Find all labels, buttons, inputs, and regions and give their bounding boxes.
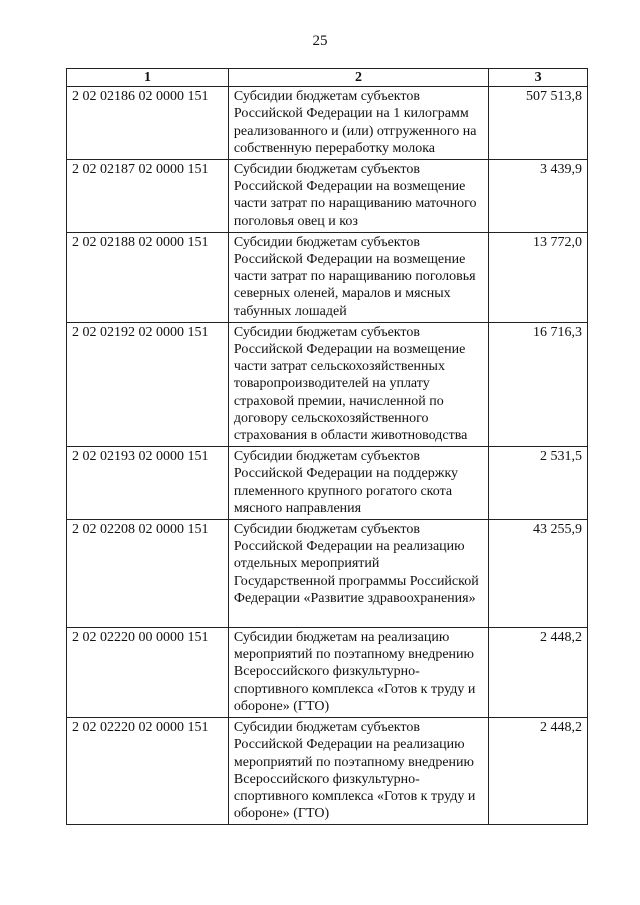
row-code: 2 02 02186 02 0000 151 xyxy=(67,87,229,160)
row-description: Субсидии бюджетам субъектов Российской Федерации на возмещение части затрат по наращиванию маточного поголовья овец и коз xyxy=(228,160,488,233)
row-description: Субсидии бюджетам на реализацию мероприятий по поэтапному внедрению Всероссийского физкультурно-спортивного комплекса «Готов к труду и обороне» (ГТО) xyxy=(228,628,488,718)
row-description: Субсидии бюджетам субъектов Российской Федерации на возмещение части затрат сельскохозяйственных товаропроизводителей на уплату страховой премии, начисленной по договору сельскохозяйственного страхования в области животноводства xyxy=(228,322,488,446)
row-amount: 507 513,8 xyxy=(489,87,588,160)
table-row xyxy=(67,718,588,825)
row-code: 2 02 02220 00 0000 151 xyxy=(67,628,229,718)
table-row xyxy=(67,447,588,520)
row-amount: 43 255,9 xyxy=(489,520,588,628)
column-header-code: 1 xyxy=(67,69,229,87)
row-amount: 2 448,2 xyxy=(489,628,588,718)
row-amount: 2 448,2 xyxy=(489,718,588,825)
row-code: 2 02 02192 02 0000 151 xyxy=(67,322,229,446)
table-row xyxy=(67,160,588,233)
budget-table xyxy=(66,68,588,825)
row-description: Субсидии бюджетам субъектов Российской Федерации на реализацию отдельных мероприятий Государственной программы Российской Федерации «Развитие здравоохранения» xyxy=(228,520,488,628)
row-amount: 13 772,0 xyxy=(489,232,588,322)
table-row xyxy=(67,232,588,322)
row-code: 2 02 02220 02 0000 151 xyxy=(67,718,229,825)
row-description: Субсидии бюджетам субъектов Российской Федерации на возмещение части затрат по наращиванию поголовья северных оленей, маралов и мясных табунных лошадей xyxy=(228,232,488,322)
row-code: 2 02 02208 02 0000 151 xyxy=(67,520,229,628)
table-row xyxy=(67,322,588,446)
row-amount: 2 531,5 xyxy=(489,447,588,520)
table-row xyxy=(67,628,588,718)
table-row xyxy=(67,520,588,628)
row-code: 2 02 02193 02 0000 151 xyxy=(67,447,229,520)
column-header-amount: 3 xyxy=(489,69,588,87)
page-number: 25 xyxy=(312,33,328,49)
column-header-description: 2 xyxy=(228,69,488,87)
row-code: 2 02 02187 02 0000 151 xyxy=(67,160,229,233)
row-description: Субсидии бюджетам субъектов Российской Федерации на реализацию мероприятий по поэтапному внедрению Всероссийского физкультурно-спортивного комплекса «Готов к труду и обороне» (ГТО) xyxy=(228,718,488,825)
row-description: Субсидии бюджетам субъектов Российской Федерации на поддержку племенного крупного рогатого скота мясного направления xyxy=(228,447,488,520)
row-code: 2 02 02188 02 0000 151 xyxy=(67,232,229,322)
row-amount: 16 716,3 xyxy=(489,322,588,446)
row-description: Субсидии бюджетам субъектов Российской Федерации на 1 килограмм реализованного и (или) отгруженного на собственную переработку молока xyxy=(228,87,488,160)
row-amount: 3 439,9 xyxy=(489,160,588,233)
table-header-row xyxy=(67,69,588,87)
table-row xyxy=(67,87,588,160)
